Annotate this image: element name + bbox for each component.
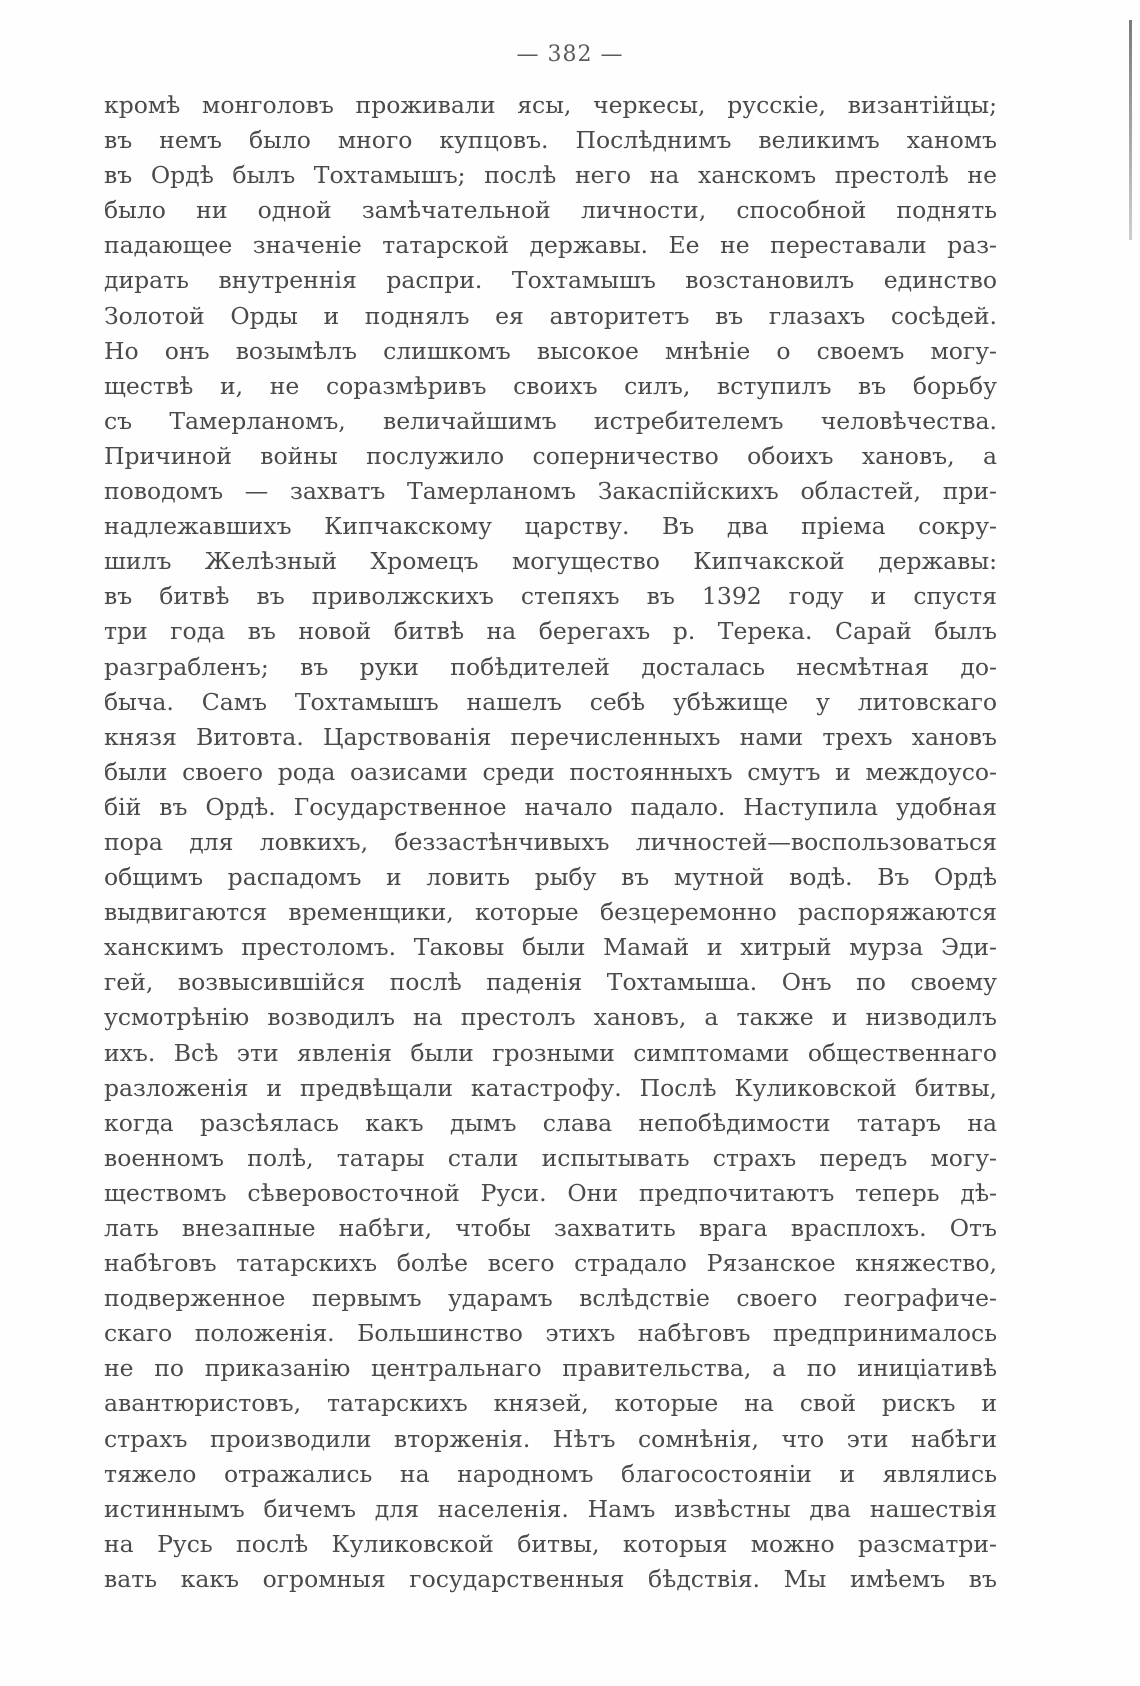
text-line: дирать внутреннія распри. Тохтамышъ возстановилъ единство [104,266,997,295]
text-line: вать какъ огромныя государственныя бѣдствія. Мы имѣемъ въ [104,1564,997,1593]
text-line: истиннымъ бичемъ для населенія. Намъ извѣстны два нашествія [104,1494,997,1523]
text-line: выдвигаются временщики, которые безцеремонно распоряжаются [104,898,997,927]
text-line: ханскимъ престоломъ. Таковы были Мамай и хитрый мурза Эди- [104,933,997,962]
text-line: ществѣ и, не соразмѣривъ своихъ силъ, вступилъ въ борьбу [104,371,997,400]
text-line: въ немъ было много купцовъ. Послѣднимъ великимъ ханомъ [104,126,997,155]
text-line: скаго положенія. Большинство этихъ набѣговъ предпринималось [104,1319,997,1348]
text-line: три года въ новой битвѣ на берегахъ р. Терека. Сарай былъ [104,617,997,646]
text-line: быча. Самъ Тохтамышъ нашелъ себѣ убѣжище у литовскаго [104,687,997,716]
text-line: Причиной войны послужило соперничество обоихъ хановъ, а [104,441,997,470]
text-line: бій въ Ордѣ. Государственное начало падало. Наступила удобная [104,792,997,821]
body-text [104,88,997,1597]
text-line: въ битвѣ въ приволжскихъ степяхъ въ 1392 году и спустя [104,582,997,611]
text-line: Золотой Орды и поднялъ ея авторитетъ въ глазахъ сосѣдей. [104,301,997,330]
text-line: падающее значеніе татарской державы. Ее не переставали раз- [104,231,997,260]
text-line: гей, возвысившійся послѣ паденія Тохтамыша. Онъ по своему [104,968,997,997]
text-line: авантюристовъ, татарскихъ князей, которые на свой рискъ и [104,1389,997,1418]
text-line: кромѣ монголовъ проживали ясы, черкесы, русскіе, византійцы; [104,91,997,119]
text-line: подверженное первымъ ударамъ вслѣдствіе своего географиче- [104,1284,997,1313]
text-line: военномъ полѣ, татары стали испытывать страхъ передъ могу- [104,1143,997,1172]
text-line: общимъ распадомъ и ловить рыбу въ мутной водѣ. Въ Ордѣ [104,863,997,892]
text-line: набѣговъ татарскихъ болѣе всего страдало Рязанское княжество, [104,1249,997,1278]
text-line: усмотрѣнію возводилъ на престолъ хановъ, а также и низводилъ [104,1003,997,1032]
text-line: Но онъ возымѣлъ слишкомъ высокое мнѣніе о своемъ могу- [104,336,997,365]
text-line: было ни одной замѣчательной личности, способной поднять [104,196,997,225]
text-line: страхъ производили вторженія. Нѣтъ сомнѣнія, что эти набѣги [104,1424,997,1453]
page-number: — 382 — [516,42,624,67]
text-line: поводомъ — захватъ Тамерланомъ Закаспійскихъ областей, при- [104,477,997,506]
text-line: пора для ловкихъ, беззастѣнчивыхъ личностей—воспользоваться [104,827,997,856]
text-line: не по приказанію центральнаго правительства, а по иниціативѣ [104,1354,997,1383]
text-line: съ Тамерланомъ, величайшимъ истребителемъ человѣчества. [104,406,997,435]
text-line: были своего рода оазисами среди постоянныхъ смутъ и междоусо- [104,757,997,786]
text-line: на Русь послѣ Куликовской битвы, которыя можно разсматри- [104,1529,997,1558]
text-line: когда разсѣялась какъ дымъ слава непобѣдимости татаръ на [104,1108,997,1137]
text-line: въ Ордѣ былъ Тохтамышъ; послѣ него на ханскомъ престолѣ не [104,161,997,190]
text-line: надлежавшихъ Кипчакскому царству. Въ два пріема сокру- [104,512,997,541]
text-line: ихъ. Всѣ эти явленія были грозными симптомами общественнаго [104,1038,997,1067]
text-line: шилъ Желѣзный Хромецъ могущество Кипчакской державы: [104,547,997,576]
text-line: разграбленъ; въ руки побѣдителей досталась несмѣтная до- [104,652,997,681]
text-line: тяжело отражались на народномъ благосостояніи и являлись [104,1459,997,1488]
text-line: ществомъ сѣверовосточной Руси. Они предпочитаютъ теперь дѣ- [104,1178,997,1207]
text-line: разложенія и предвѣщали катастрофу. Послѣ Куликовской битвы, [104,1073,997,1102]
text-line: князя Витовта. Царствованія перечисленныхъ нами трехъ хановъ [104,722,997,751]
text-line: лать внезапные набѣги, чтобы захватить врага врасплохъ. Отъ [104,1214,997,1242]
